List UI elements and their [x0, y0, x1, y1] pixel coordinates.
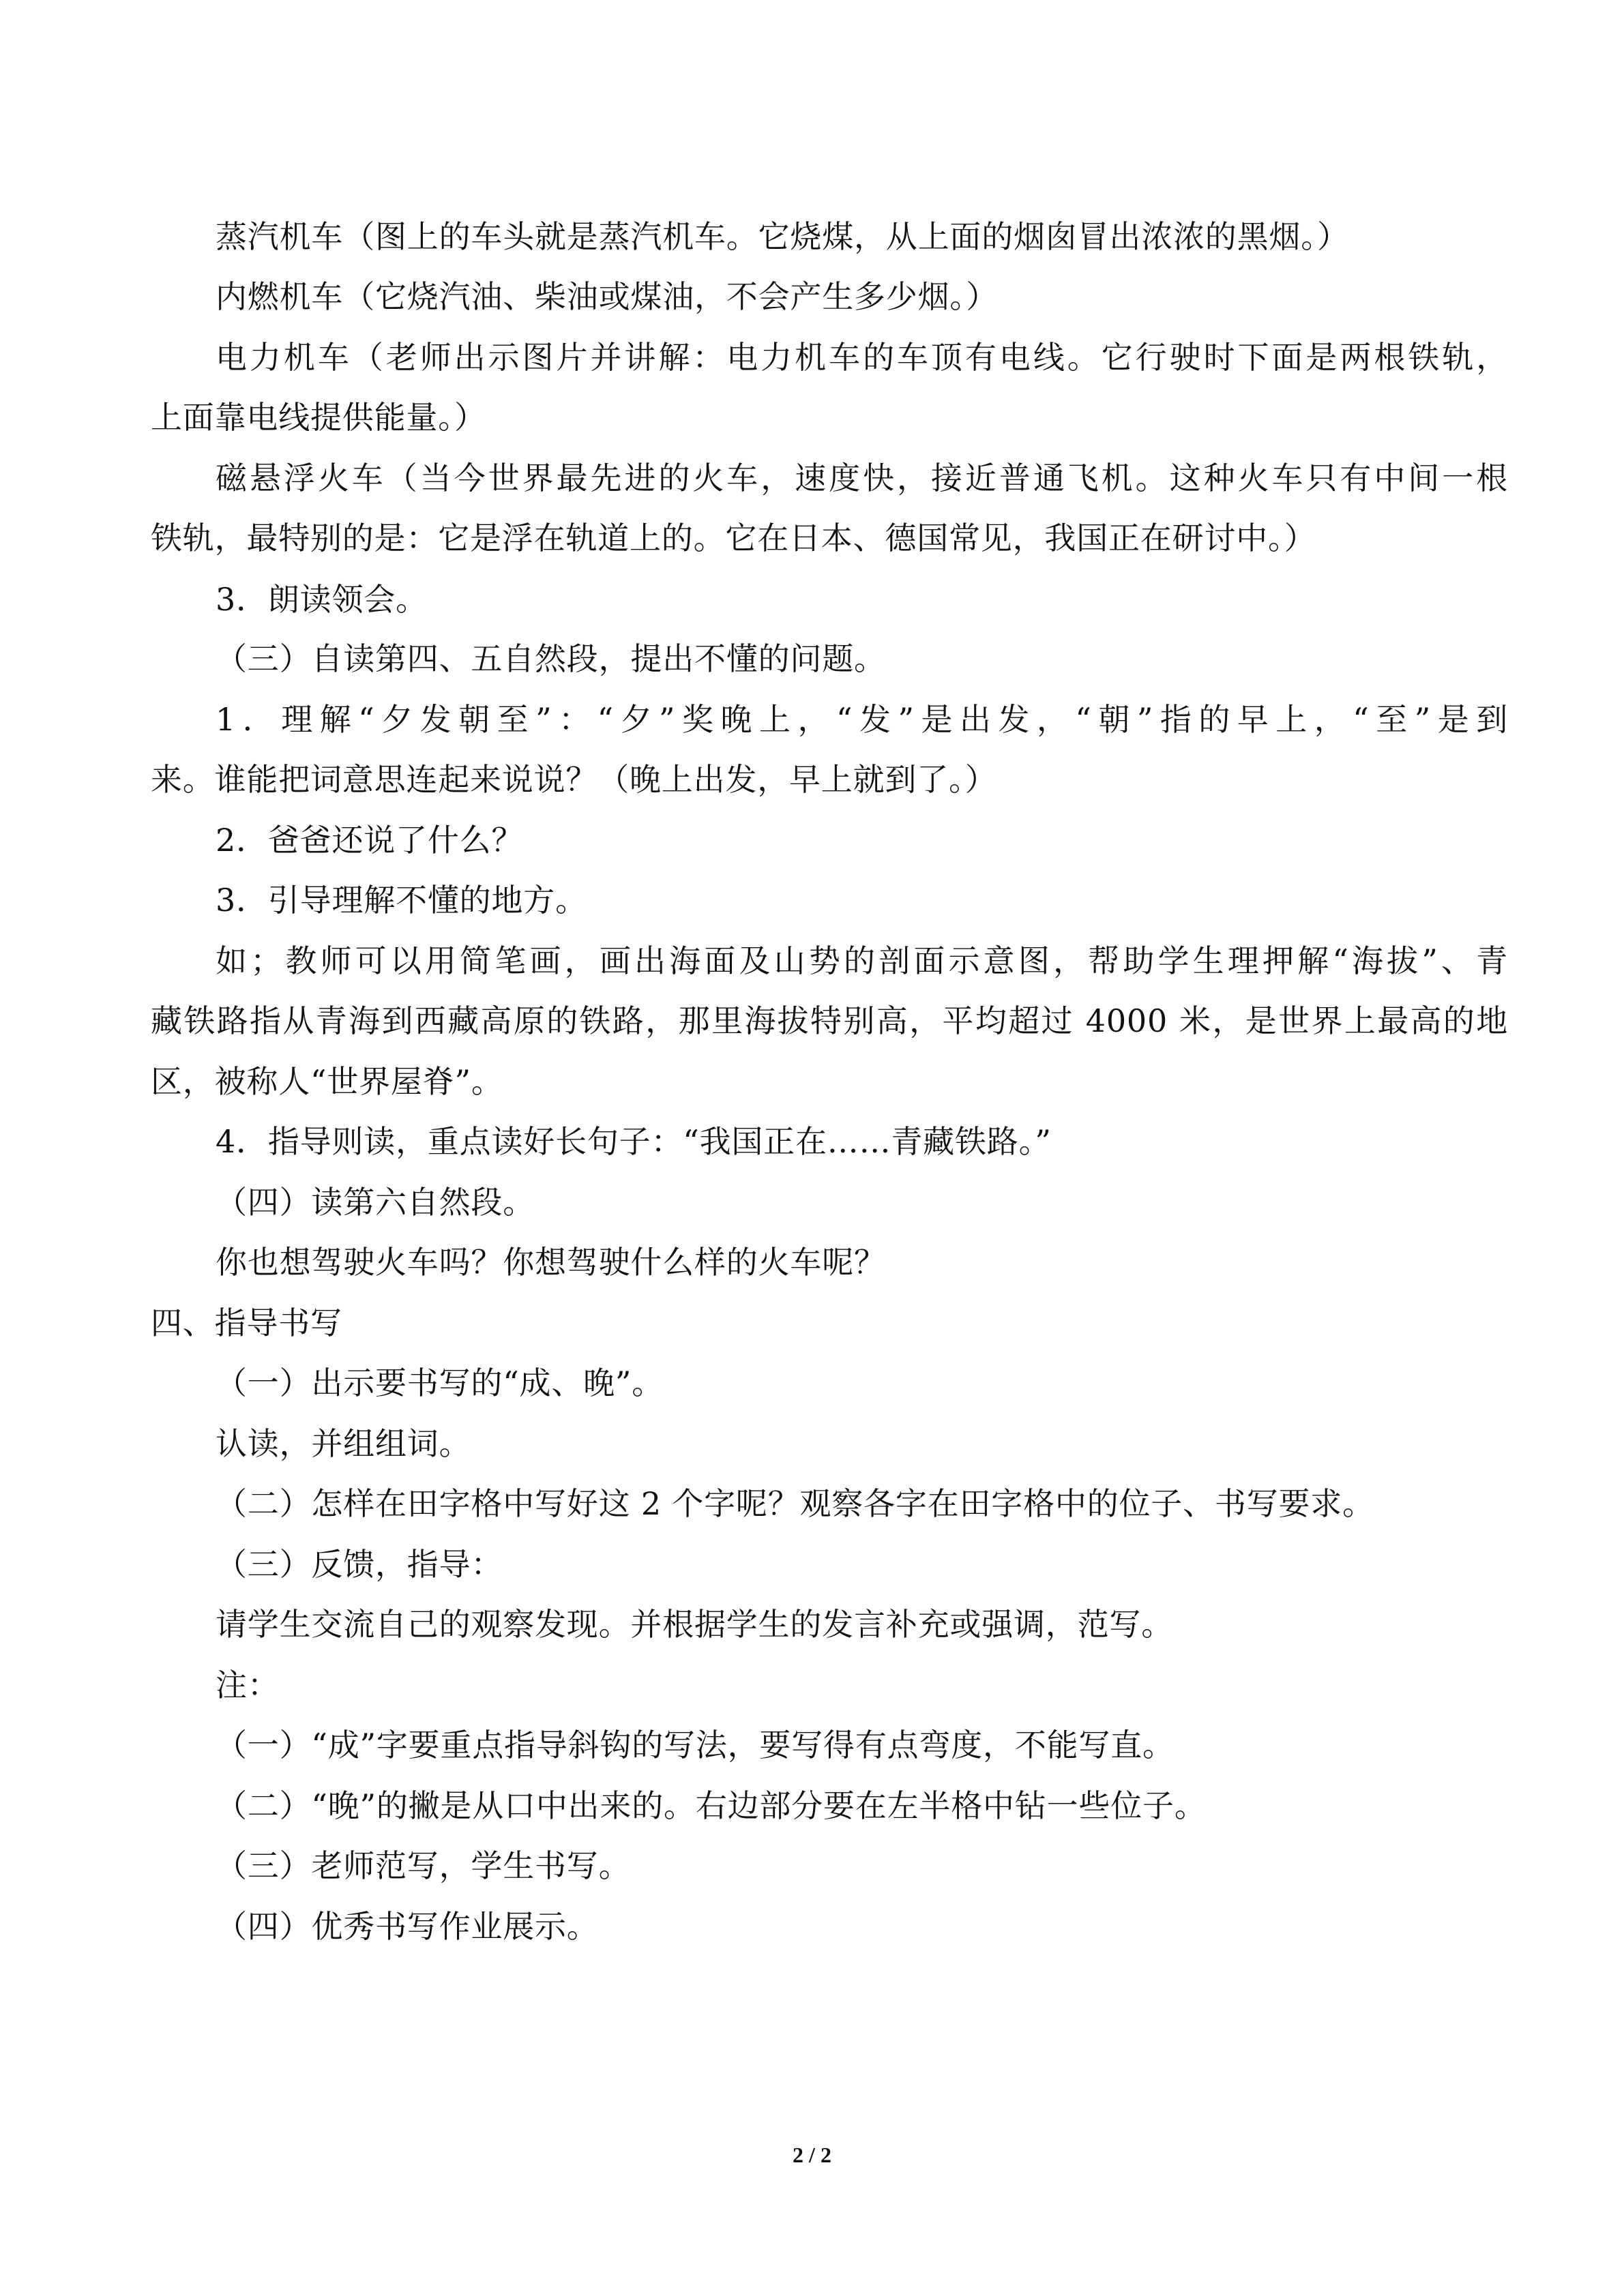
paragraph-line: 2．爸爸还说了什么？: [216, 822, 524, 859]
paragraph-line: （一）出示要书写的“成、晚”。: [216, 1365, 664, 1401]
paragraph-line: （一）“成”字要重点指导斜钩的写法，要写得有点弯度，不能写直。: [216, 1727, 1175, 1763]
paragraph-line: 3．朗读领会。: [216, 581, 428, 618]
page-number: 2 / 2: [793, 2143, 831, 2167]
paragraph-line: 藏铁路指从青海到西藏高原的铁路，那里海拔特别高，平均超过 4000 米，是世界上最高的地: [151, 1002, 1508, 1039]
paragraph-line: 注：: [216, 1667, 280, 1703]
paragraph-line: （三）老师范写，学生书写。: [216, 1847, 631, 1884]
paragraph-line: 3．引导理解不懂的地方。: [216, 882, 587, 919]
paragraph-line: （二）“晚”的撇是从口中出来的。右边部分要在左半格中钻一些位子。: [216, 1787, 1207, 1824]
paragraph-line: 铁轨，最特别的是：它是浮在轨道上的。它在日本、德国常见，我国正在研讨中。）: [151, 520, 1316, 556]
paragraph-line: 请学生交流自己的观察发现。并根据学生的发言补充或强调，范写。: [216, 1606, 1173, 1643]
paragraph-line: （四）读第六自然段。: [216, 1184, 535, 1221]
paragraph-line: 4．指导则读，重点读好长句子：“我国正在……青藏铁路。”: [216, 1123, 1052, 1160]
paragraph-line: 内燃机车（它烧汽油、柴油或煤油，不会产生多少烟。）: [216, 278, 998, 315]
paragraph-line: 蒸汽机车（图上的车头就是蒸汽机车。它烧煤，从上面的烟囱冒出浓浓的黑烟。）: [216, 218, 1349, 255]
section-heading: 四、指导书写: [151, 1304, 342, 1341]
paragraph-line: 来。谁能把词意思连起来说说？（晚上出发，早上就到了。）: [151, 761, 997, 798]
paragraph-line: 1．理解“夕发朝至”：“夕”奖晚上，“发”是出发，“朝”指的早上，“至”是到: [216, 701, 1508, 738]
paragraph-line: 区，被称人“世界屋脊”。: [151, 1063, 503, 1100]
paragraph-line: （三）反馈，指导：: [216, 1546, 503, 1583]
paragraph-line: （二）怎样在田字格中写好这 2 个字呢？观察各字在田字格中的位子、书写要求。: [216, 1485, 1374, 1522]
paragraph-line: 上面靠电线提供能量。）: [151, 399, 486, 436]
paragraph-line: （三）自读第四、五自然段，提出不懂的问题。: [216, 640, 886, 677]
paragraph-line: 认读，并组组词。: [216, 1425, 471, 1462]
paragraph-line: 磁悬浮火车（当今世界最先进的火车，速度快，接近普通飞机。这种火车只有中间一根: [216, 460, 1508, 496]
paragraph-line: 你也想驾驶火车吗？你想驾驶什么样的火车呢？: [216, 1244, 886, 1281]
paragraph-line: 如；教师可以用简笔画，画出海面及山势的剖面示意图，帮助学生理押解“海拔”、青: [216, 942, 1508, 979]
paragraph-line: 电力机车（老师出示图片并讲解：电力机车的车顶有电线。它行驶时下面是两根铁轨，: [216, 339, 1508, 376]
paragraph-line: （四）优秀书写作业展示。: [216, 1908, 599, 1945]
